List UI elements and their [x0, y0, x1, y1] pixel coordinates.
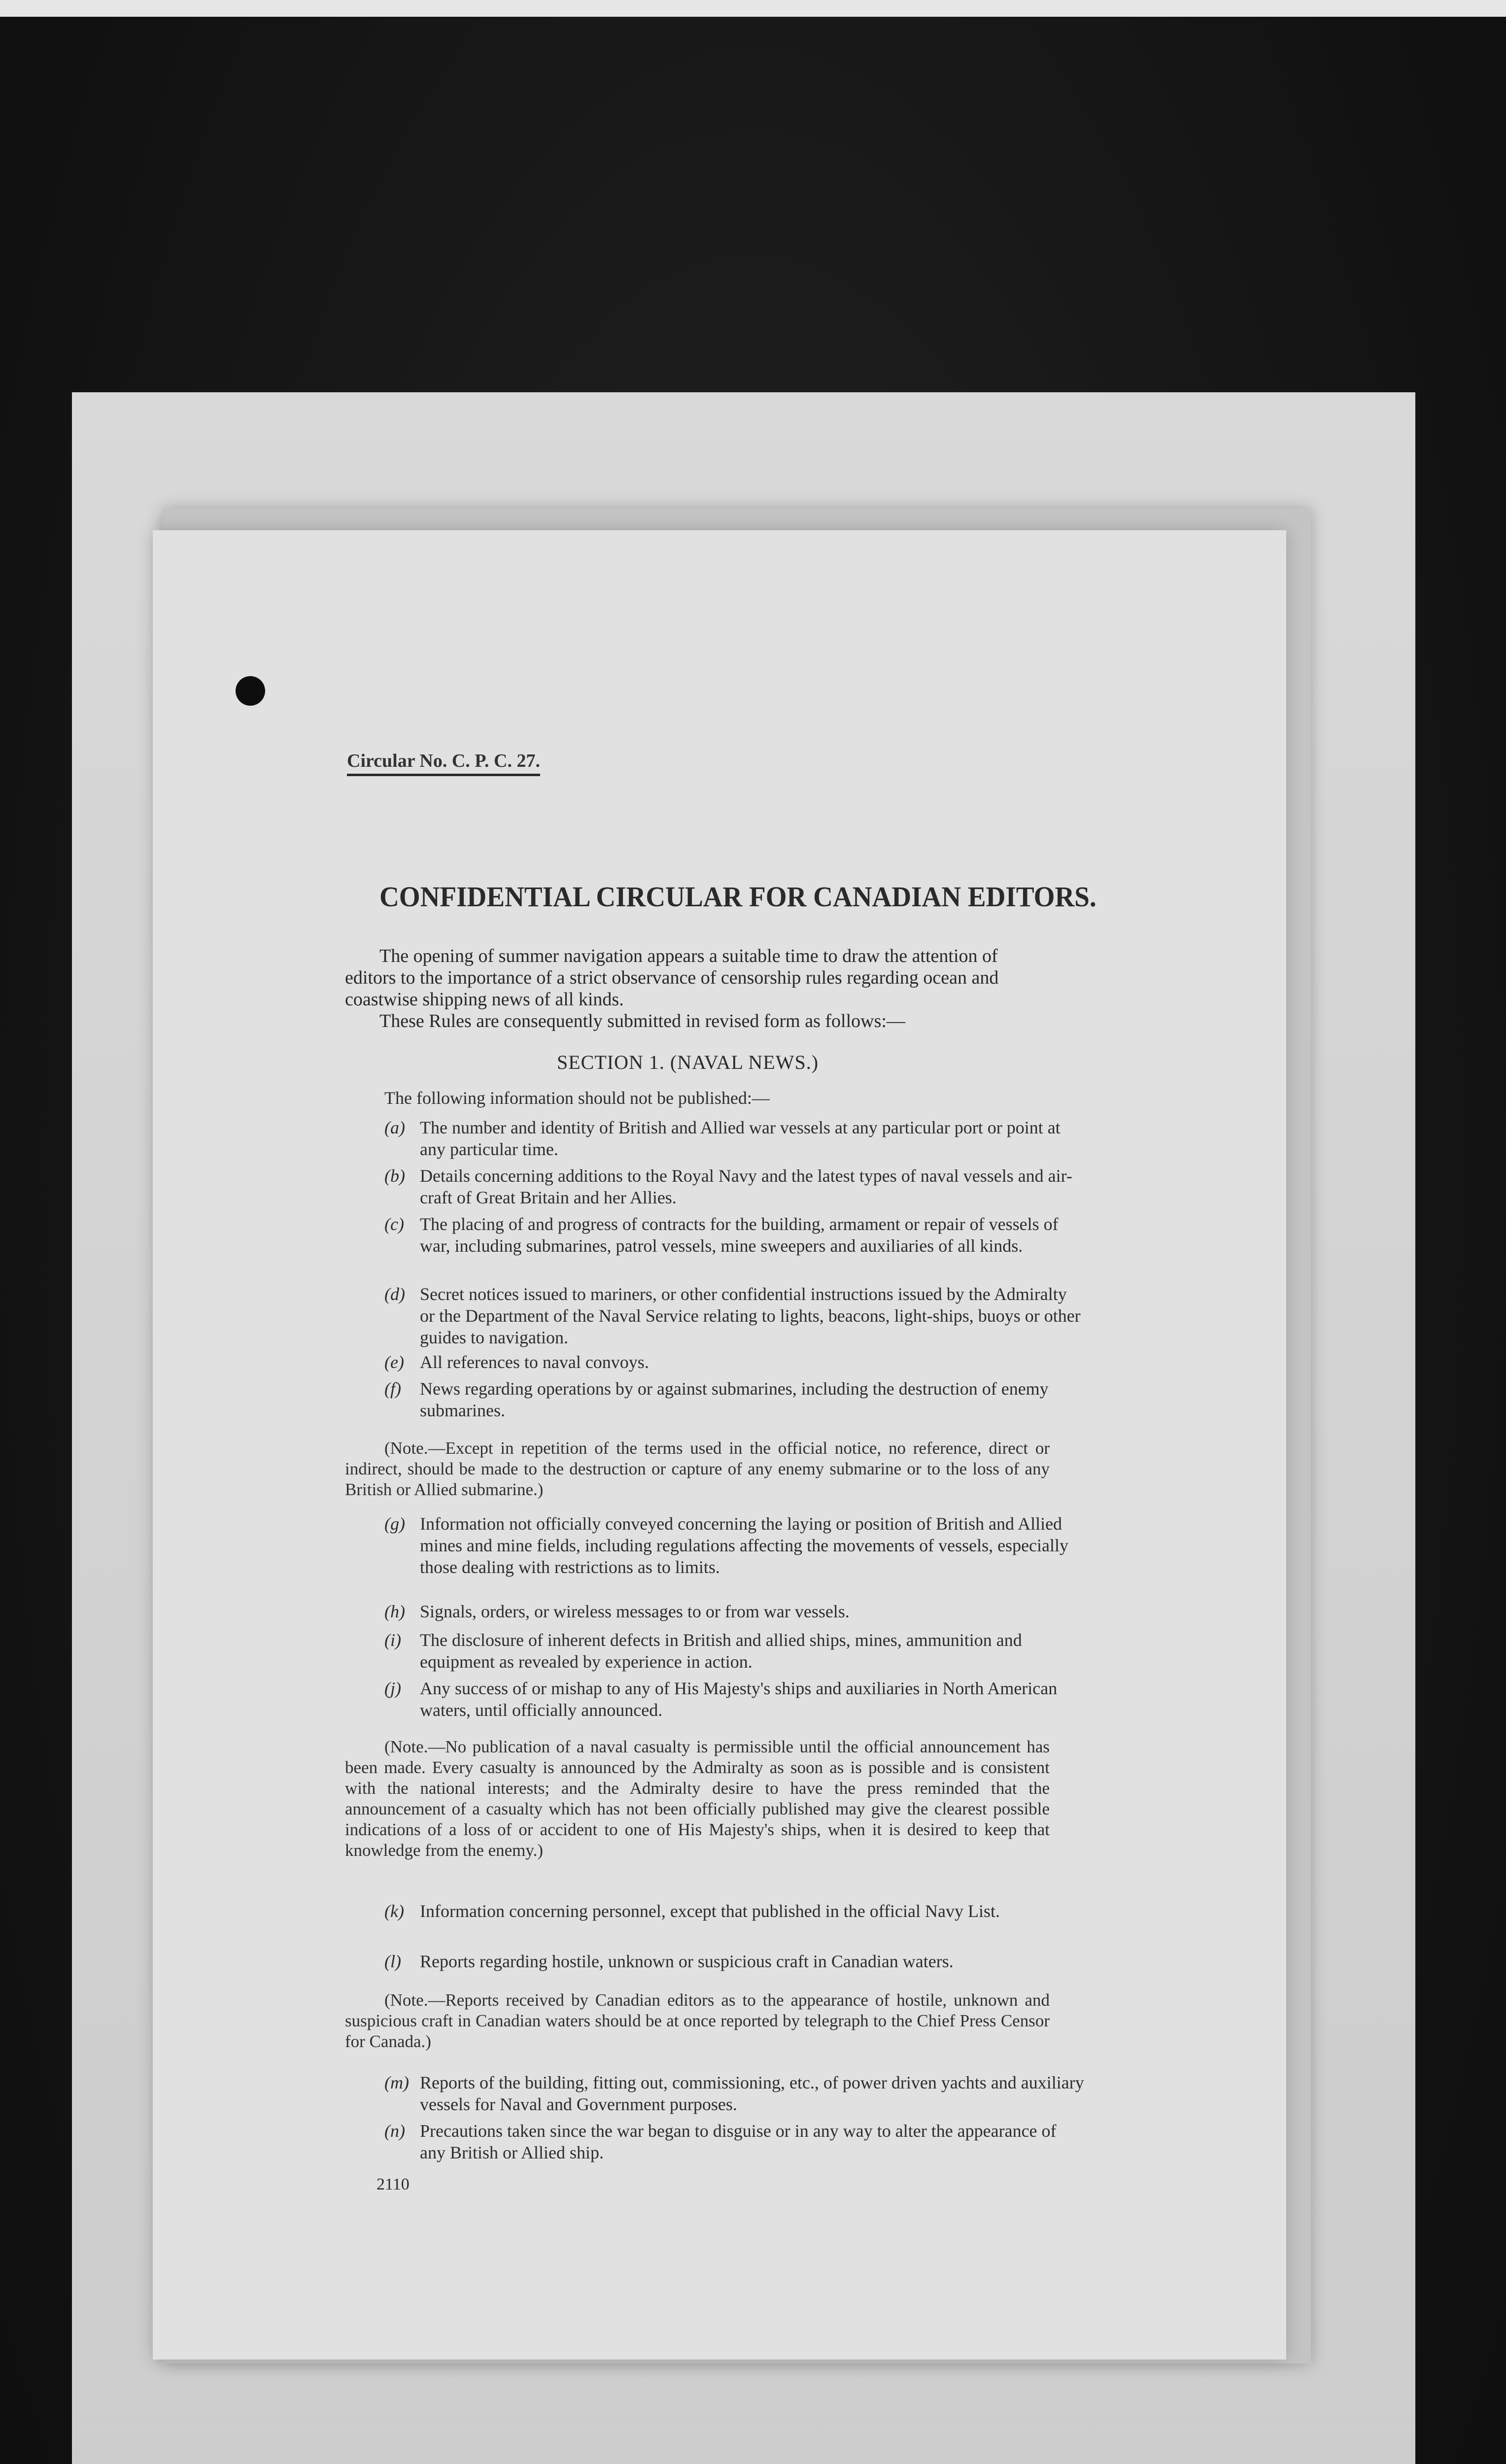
intro-followup: These Rules are consequently submitted in revised form as follows:— — [379, 1011, 905, 1031]
item-label: (e) — [384, 1352, 404, 1372]
list-item — [384, 1601, 1085, 1622]
item-label: (d) — [384, 1284, 405, 1304]
list-item — [384, 1677, 1085, 1721]
item-label: (c) — [384, 1214, 404, 1234]
list-item — [384, 1513, 1085, 1578]
circular-number: Circular No. C. P. C. 27. — [347, 750, 540, 776]
lead-sentence: The following information should not be published:— — [384, 1088, 770, 1108]
item-text: Signals, orders, or wireless messages to or from war vessels. — [420, 1602, 850, 1621]
item-text: The number and identity of British and Allied war vessels at any particular port or point at any particular time. — [420, 1118, 1061, 1159]
film-top-edge — [0, 0, 1506, 17]
item-label: (h) — [384, 1602, 405, 1621]
item-label: (a) — [384, 1118, 405, 1137]
list-item — [384, 1117, 1085, 1160]
page-number: 2110 — [376, 2175, 410, 2193]
note-paragraph: (Note.—Reports received by Canadian editors as to the appearance of hostile, unknown and suspicious craft in Canadian waters should be at once reported by telegraph to the Chief Press Censor for Canada.) — [345, 1990, 1050, 2051]
item-label: (f) — [384, 1379, 401, 1399]
item-text: The disclosure of inherent defects in British and allied ships, mines, ammunition and equipment as revealed by experience in action. — [420, 1630, 1022, 1672]
item-label: (b) — [384, 1166, 405, 1186]
list-item — [384, 1378, 1085, 1421]
item-text: Precautions taken since the war began to disguise or in any way to alter the appearance of any British or Allied ship. — [420, 2121, 1057, 2162]
item-text: Reports regarding hostile, unknown or suspicious craft in Canadian waters. — [420, 1951, 954, 1971]
note-paragraph: (Note.—No publication of a naval casualty is permissible until the official announcement has been made. Every casualty is announced by the Admiralty as soon as is possible and is consistent with the national interests; and the Admiralty desire to have the press reminded that the announcement of a casualty which has not been officially published may give the clearest possible indications of a loss of or accident to one of His Majesty's ships, when it is desired to keep that knowledge from the enemy.) — [345, 1737, 1050, 1860]
item-text: Details concerning additions to the Royal Navy and the latest types of naval vessels and air-craft of Great Britain and her Allies. — [420, 1166, 1072, 1207]
list-item — [384, 2120, 1085, 2163]
list-item — [384, 1351, 1085, 1373]
list-item — [384, 1283, 1085, 1348]
item-text: Information not officially conveyed concerning the laying or position of British and Allied mines and mine fields, including regulations affecting the movements of vessels, especially those dealing with restrictions as to limits. — [420, 1514, 1069, 1577]
list-item — [384, 1951, 1085, 1972]
list-item — [384, 1165, 1085, 1208]
document-title: CONFIDENTIAL CIRCULAR FOR CANADIAN EDITORS. — [379, 881, 1096, 913]
item-text: The placing of and progress of contracts for the building, armament or repair of vessels of war, including submarines, patrol vessels, mine sweepers and auxiliaries of all kinds. — [420, 1214, 1059, 1256]
item-text: Reports of the building, fitting out, commissioning, etc., of power driven yachts and auxiliary vessels for Naval and Government purposes. — [420, 2073, 1084, 2114]
list-item — [384, 1629, 1085, 1673]
item-label: (k) — [384, 1901, 404, 1921]
list-item — [384, 2072, 1085, 2115]
item-label: (g) — [384, 1514, 405, 1534]
note-paragraph: (Note.—Except in repetition of the terms used in the official notice, no reference, direct or indirect, should be made to the destruction or capture of any enemy submarine or to the loss of any British or Allied submarine.) — [345, 1438, 1050, 1499]
item-label: (l) — [384, 1951, 401, 1971]
item-text: All references to naval convoys. — [420, 1352, 649, 1372]
item-label: (n) — [384, 2121, 405, 2141]
section-heading: SECTION 1. (NAVAL NEWS.) — [557, 1051, 819, 1073]
list-item — [384, 1900, 1085, 1922]
item-label: (i) — [384, 1630, 401, 1650]
item-text: Information concerning personnel, except that published in the official Navy List. — [420, 1901, 1000, 1921]
item-label: (m) — [384, 2073, 409, 2092]
intro-paragraph: The opening of summer navigation appears a suitable time to draw the attention of editors to the importance of a strict observance of censorship rules regarding ocean and coastwise shipping news of all kinds. — [345, 946, 999, 1010]
list-item — [384, 1213, 1085, 1257]
punch-hole — [236, 676, 265, 706]
item-text: News regarding operations by or against submarines, including the destruction of enemy submarines. — [420, 1379, 1049, 1420]
item-label: (j) — [384, 1678, 401, 1698]
item-text: Secret notices issued to mariners, or other confidential instructions issued by the Admiralty or the Department of the Naval Service relating to lights, beacons, light-ships, buoys or other guides to navigation. — [420, 1284, 1081, 1347]
item-text: Any success of or mishap to any of His Majesty's ships and auxiliaries in North American waters, until officially announced. — [420, 1678, 1058, 1720]
